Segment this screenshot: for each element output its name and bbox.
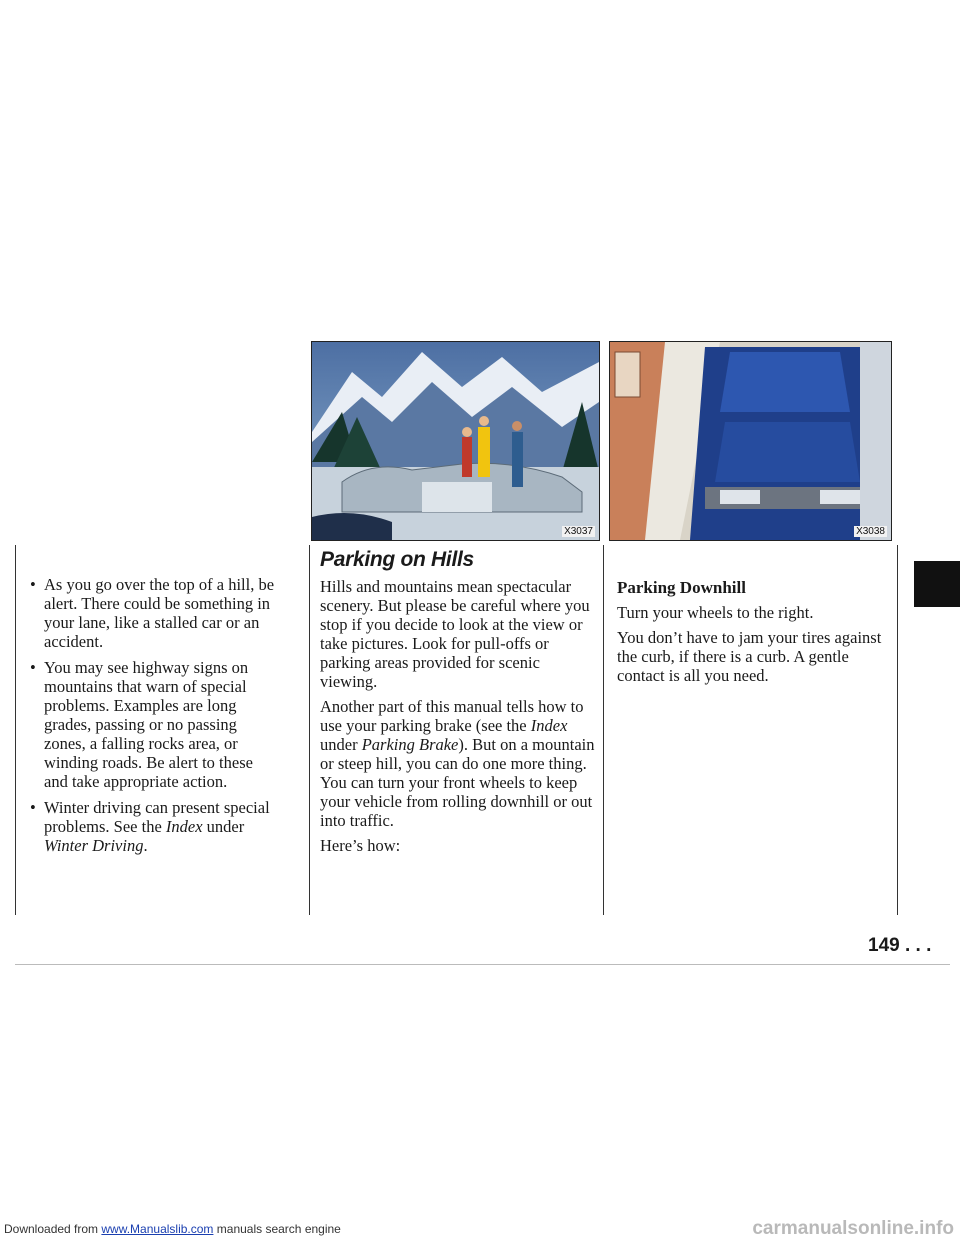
- middle-column: [320, 550, 598, 861]
- paragraph: Here’s how:: [320, 836, 401, 855]
- list-item: • As you go over the top of a hill, be alert. There could be something in your lane, like a stalled car or an accident.: [30, 575, 280, 651]
- page-number: 149 . . .: [868, 935, 932, 956]
- section-heading: Parking on Hills: [320, 548, 474, 571]
- car-parked-downhill-illustration: [609, 341, 892, 541]
- download-watermark: Downloaded from www.Manualslib.com manuals search engine: [4, 1222, 341, 1236]
- left-column: [30, 575, 280, 862]
- bottom-rule: [15, 964, 950, 965]
- list-item: • You may see highway signs on mountains that warn of special problems. Examples are long grades, passing or no passing zones, a falling rocks area, or winding roads. Be alert to these and take appropriate action.: [30, 658, 280, 791]
- column-rule-middle: [309, 545, 310, 915]
- column-rule-right: [603, 545, 604, 915]
- paragraph: Turn your wheels to the right.: [617, 603, 814, 622]
- hill-tips-list: [30, 575, 280, 855]
- column-rule-left: [15, 545, 16, 915]
- car-scene-art: [610, 342, 891, 540]
- chapter-tab-marker: [914, 561, 960, 607]
- column-rule-far-right: [897, 545, 898, 915]
- paragraph: You don’t have to jam your tires against the curb, if there is a curb. A gentle contact is all you need.: [617, 628, 882, 685]
- subheading: Parking Downhill: [617, 578, 746, 597]
- mountain-scene-art: [312, 342, 599, 540]
- list-item: • Winter driving can present special problems. See the Index under Winter Driving.: [30, 798, 280, 855]
- paragraph: Hills and mountains mean spectacular scenery. But please be careful where you stop if you decide to look at the view or take pictures. Look for pull-offs or parking areas provided for scenic viewing.: [320, 577, 590, 691]
- right-column: [617, 578, 892, 691]
- footer-watermark: carmanualsonline.info: [752, 1218, 954, 1239]
- paragraph: Another part of this manual tells how to use your parking brake (see the Index under Parking Brake). But on a mountain or steep hill, you can do one more thing. You can turn your front wheels to keep your vehicle from rolling downhill or out into traffic.: [320, 697, 595, 830]
- image-code-right: X3038: [856, 526, 885, 537]
- image-code-left: X3037: [564, 526, 593, 537]
- manualslib-link[interactable]: www.Manualslib.com: [101, 1222, 214, 1236]
- mountain-overlook-illustration: [311, 341, 600, 541]
